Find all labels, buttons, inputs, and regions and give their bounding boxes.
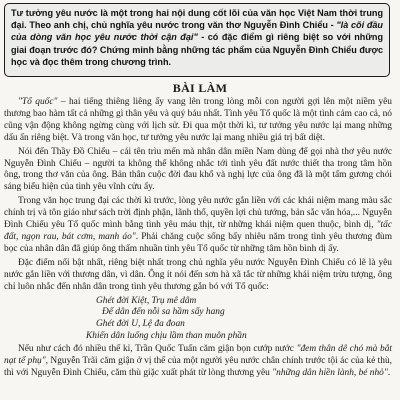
poem-line-2: Để dân đến nỗi sa hầm sẩy hang <box>102 307 225 318</box>
paragraph-5 <box>4 344 392 380</box>
p5-text-b: , Nguyễn Trãi căm giận ở vị thế của một người yêu nước chân chính trước tội ác của kẻ thù, thì với Nguyễn Đình Chiểu, căm thù giặc xuất phát từ lòng thương yêu <box>4 356 392 378</box>
prompt-text-a: Tư tưởng yêu nước là một trong hai nội dung cốt lõi của văn học Việt Nam thời trung đại. Theo anh chị, chủ nghĩa yêu nước trong văn thơ Nguyễn Đình Chiểu - <box>11 8 383 31</box>
p5-italic-b: "những dân hiền lành, bé nhỏ" <box>272 367 388 378</box>
prompt-quote: "là cõi đầu của dòng văn học yêu nước thời cận đại" <box>11 20 383 43</box>
essay-body <box>4 97 392 382</box>
essay-prompt-box <box>4 3 390 77</box>
p5-italic-a: "đem thân dê chó mà bắt nạt tể phụ" <box>4 344 392 367</box>
paragraph-1 <box>4 97 392 145</box>
p1-text: – hai tiếng thiêng liêng ấy vang lên trong lòng mỗi con người gợi lên một niềm yêu thương bao hàm tất cả những gì thân yêu và quý báu nhất. Tình yêu Tổ quốc là một tình cảm cao cả, nó cũng vận động không ngừng cùng với lịch sử. Đi qua một thời kì, tư tưởng yêu nước lại mang những dấu ấn riêng biệt. Và trong văn học, tư tưởng yêu nước lại mang nhiều giá trị bất diệt. <box>4 97 392 143</box>
poem-quote <box>4 296 392 344</box>
p3-text-b: . Phải chăng cuộc sống bấy nhiêu năm trong tình yêu thương đùm bọc của nhân dân đã giúp ông thấm nhuần tình yêu Tổ quốc từ những tâm hồn bình dị ấy. <box>4 231 393 254</box>
p3-text-a: Trong văn học trung đại các thời kì trước, lòng yêu nước gắn liền với các khái niệm mang màu sắc chính trị và tôn giáo như sách trời định phận, lãnh thổ, quyền lợi chủ tướng, bản sắc văn hóa,... Nguyễn Đình Chiểu yêu Tổ quốc mình bằng tình yêu máu thịt, từ những khái niệm quen thuộc, bình dị, <box>4 196 392 231</box>
p5-text-c: . <box>387 367 391 378</box>
paragraph-4 <box>4 258 392 294</box>
p3-italic: "tấc đất, ngọn rau, bát cơm, manh áo" <box>4 220 392 242</box>
p2-text: Nói đến Thầy Đồ Chiểu – cái tên trìu mến mà nhân dân miền Nam dùng để gọi nhà thơ yêu nước Nguyễn Đình Chiểu – người ta không thể không nhắc tới tình yêu đất nước thiết tha trong tâm hồn ông, trong thơ văn của ông. Bản thân cuộc đời đau khổ và nghị lực của ông đã là một tấm gương chói sáng biểu hiện của tình yêu vĩnh cửu ấy. <box>4 146 392 193</box>
paragraph-3 <box>4 196 392 256</box>
answer-heading: BÀI LÀM <box>172 81 228 95</box>
p1-quote: "Tổ quốc" <box>18 97 58 107</box>
poem-line-4: Khiến dân luống chịu lầm than muôn phần <box>86 331 247 342</box>
p5-text-a: Nếu như cách đó nhiều thế kỉ, Trần Quốc Tuấn căm giận bọn cướp nước <box>18 344 297 355</box>
poem-line-1: Ghét đời Kiệt, Trụ mê dâm <box>96 295 197 306</box>
paragraph-2 <box>4 147 392 195</box>
prompt-text-b: - có đặc điểm gì riêng biệt so với những giai đoạn trước đó? Chứng minh bằng những tác phẩm của Nguyễn Đình Chiểu được học và đọc thêm trong chương trình. <box>11 32 384 67</box>
p4-text: Đặc điểm nổi bật nhất, riêng biệt nhất trong chủ nghĩa yêu nước Nguyễn Đình Chiểu có lẽ là yêu nước gắn liền với thương dân, vì dân. Ông ít nói đến sơn hà xã tắc từ những khái niệm trừu tượng, ông chỉ luôn nhắc đến nhân dân trong tình yêu thương gắn bó với Tổ quốc: <box>4 257 392 292</box>
poem-line-3: Ghét đời U, Lệ đa đoan <box>96 319 185 330</box>
